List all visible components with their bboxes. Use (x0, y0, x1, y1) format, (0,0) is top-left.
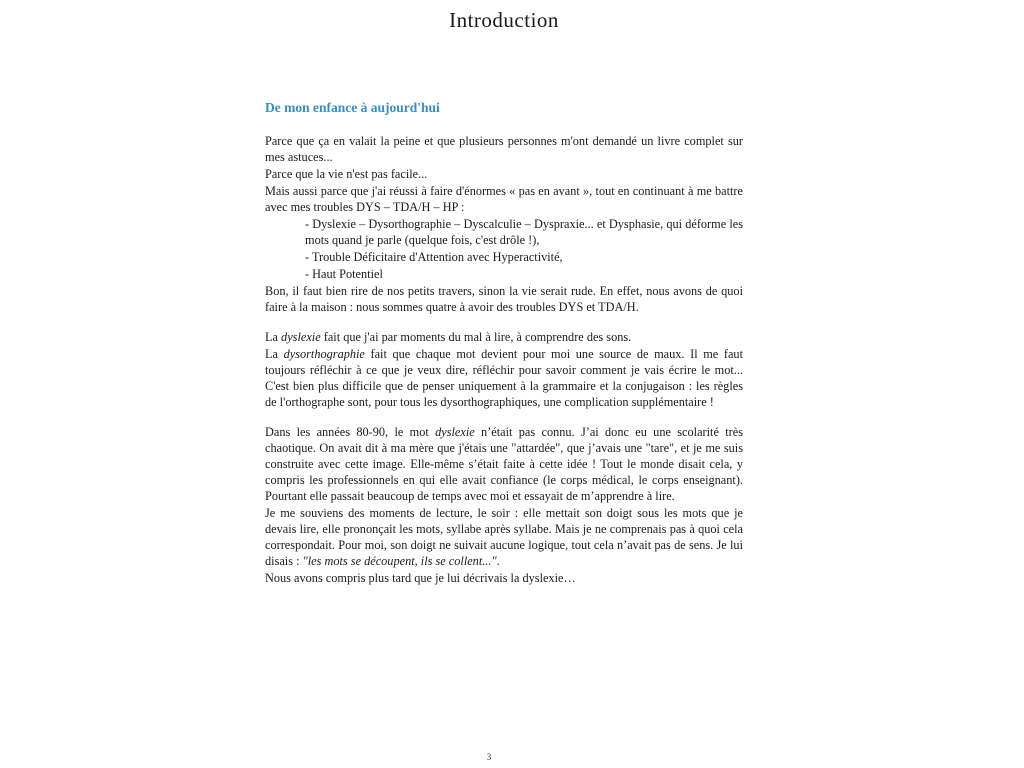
paragraph (265, 570, 743, 586)
paragraph (265, 283, 743, 315)
list-item (265, 216, 743, 248)
text-run: Dans les années 80-90, le mot (265, 425, 436, 439)
text-run: Parce que la vie n'est pas facile... (265, 167, 428, 181)
text-run: Je me souviens des moments de lecture, le soir : elle mettait son doigt sous les mots que je devais lire, elle prononçait les mots, syllabe après syllabe. Mais je ne comprenais pas à quoi cela correspondait. Pour moi, son doigt ne suivait aucune logique, tout cela n’avait pas de sens. Je lui disais : (265, 506, 743, 568)
paragraph (265, 133, 743, 165)
text-run: La (265, 330, 282, 344)
text-run: Mais aussi parce que j'ai réussi à faire d'énormes « pas en avant », tout en continuant à me battre avec mes troubles DYS – TDA/H – HP : (265, 184, 743, 214)
emphasis-text: dyslexie (281, 330, 321, 344)
paragraph (265, 166, 743, 182)
body-text (265, 133, 743, 586)
text-run: fait que j'ai par moments du mal à lire, à comprendre des sons. (320, 330, 632, 344)
list-item (265, 266, 743, 282)
paragraph (265, 346, 743, 410)
emphasis-text: dyslexie (435, 425, 475, 439)
page-title: Introduction (449, 8, 559, 32)
content-area (265, 100, 743, 587)
paragraph (265, 329, 743, 345)
page-number: 3 (486, 752, 492, 762)
section-heading: De mon enfance à aujourd'hui (265, 100, 440, 115)
text-run: - Trouble Déficitaire d'Attention avec Hyperactivité, (305, 250, 563, 264)
text-run: n’était pas connu. J’ai donc eu une scolarité très chaotique. On avait dit à ma mère que j'étais une "attardée", que j’avais une "tare", et je me suis construite avec cette image. Elle-même s’était faite à cette idée ! Tout le monde disait cela, y compris les professionnels en qui elle avait confiance (le corps médical, le corps enseignant). Pourtant elle passait beaucoup de temps avec moi et essayait de m’apprendre à lire. (265, 425, 743, 503)
text-run: - Haut Potentiel (305, 267, 383, 281)
paragraph (265, 505, 743, 569)
text-run: Bon, il faut bien rire de nos petits travers, sinon la vie serait rude. En effet, nous avons de quoi faire à la maison : nous sommes quatre à avoir des troubles DYS et TDA/H. (265, 284, 743, 314)
text-run: La (265, 347, 284, 361)
paragraph (265, 183, 743, 215)
text-run: - Dyslexie – Dysorthographie – Dyscalculie – Dyspraxie... et Dysphasie, qui déforme les mots quand je parle (quelque fois, c'est drôle !), (305, 217, 743, 247)
list-item (265, 249, 743, 265)
emphasis-text: dysorthographie (283, 347, 365, 361)
emphasis-text: "les mots se découpent, ils se collent..." (302, 554, 497, 568)
text-run: Parce que ça en valait la peine et que plusieurs personnes m'ont demandé un livre complet sur mes astuces... (265, 134, 743, 164)
text-run: . (496, 554, 500, 568)
text-run: Nous avons compris plus tard que je lui décrivais la dyslexie… (265, 571, 576, 585)
text-run: fait que chaque mot devient pour moi une source de maux. Il me faut toujours réfléchir à ce que je veux dire, réfléchir pour savoir comment je vais écrire le mot... C'est bien plus difficile que de penser uniquement à la grammaire et la conjugaison : les règles de l'orthographe sont, pour tous les dysorthographiques, une complication supplémentaire ! (265, 347, 743, 409)
paragraph (265, 424, 743, 504)
